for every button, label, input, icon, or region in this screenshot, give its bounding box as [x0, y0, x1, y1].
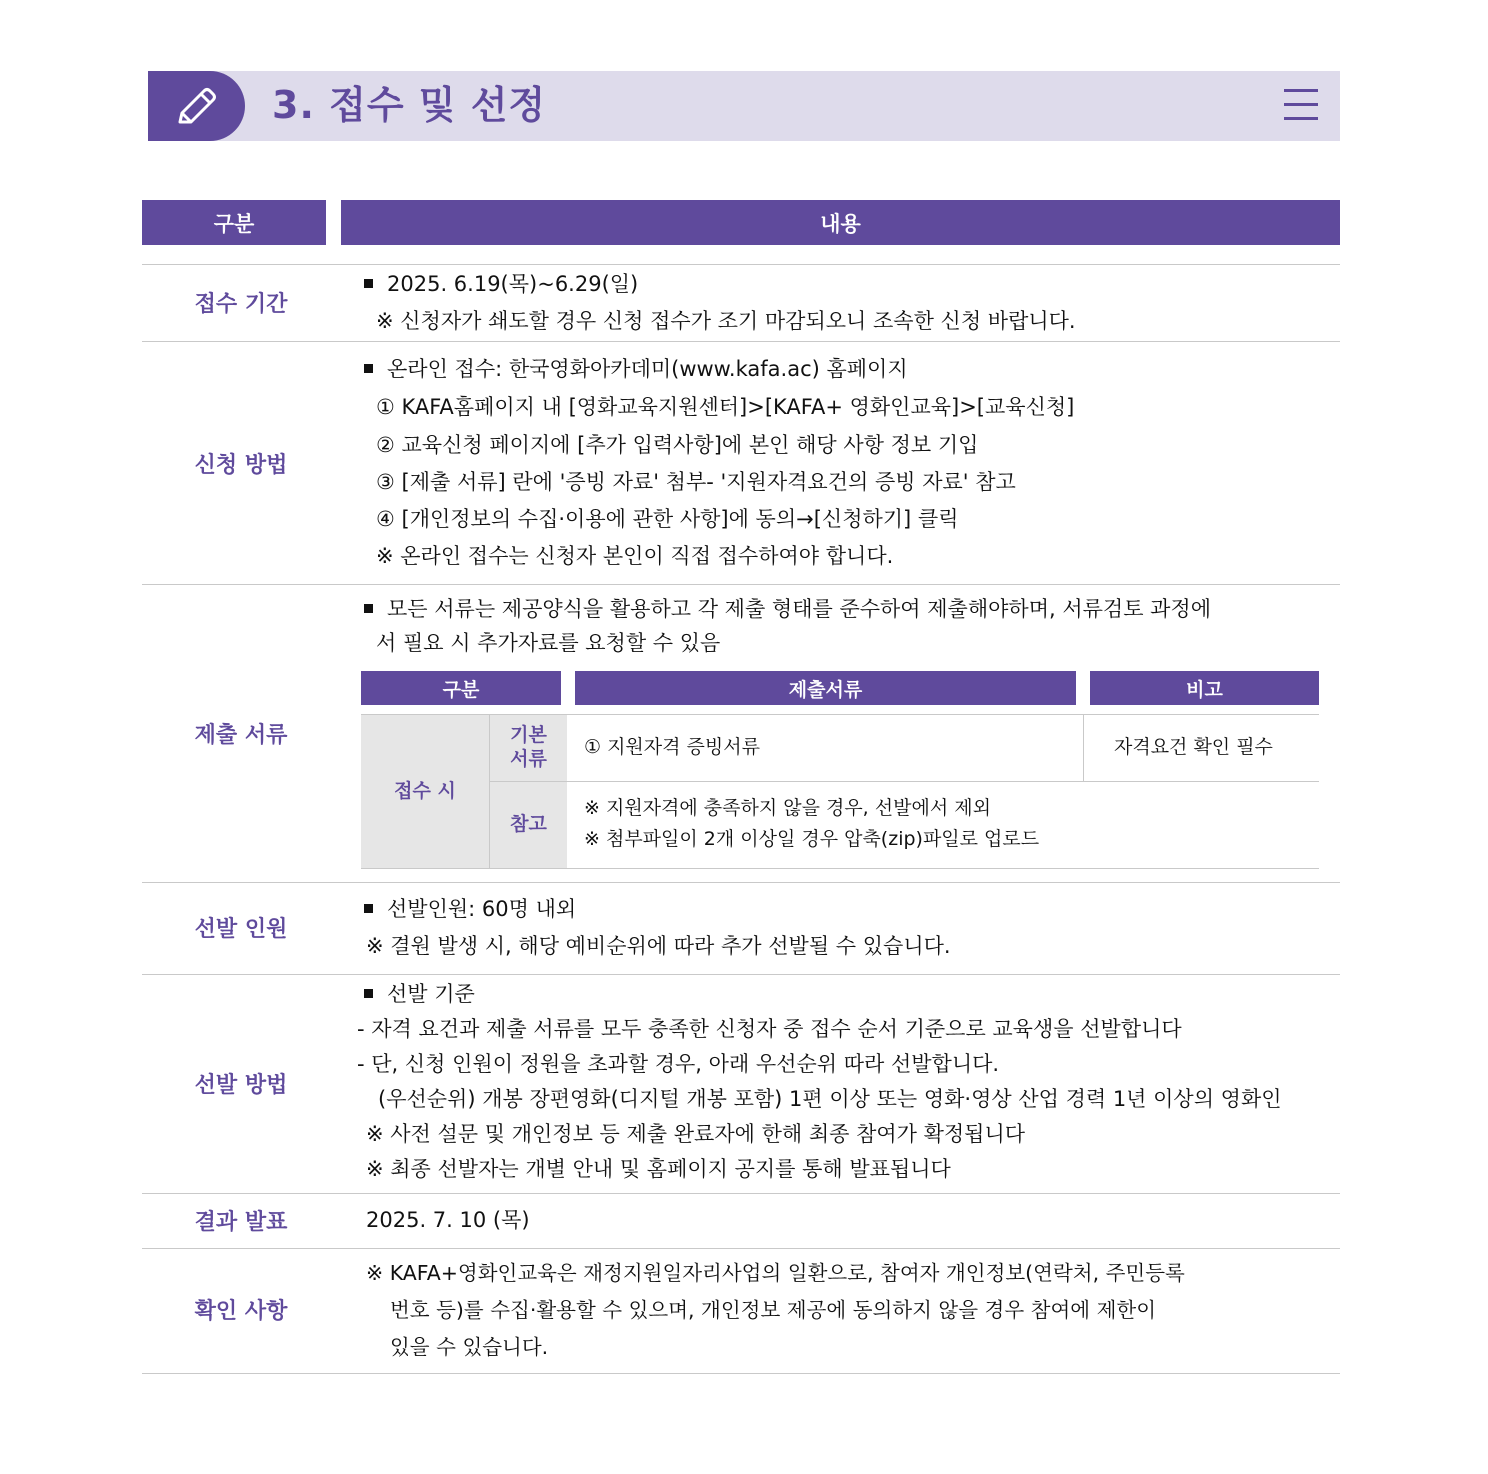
inner-ref-line-2: ※ 첨부파일이 2개 이상일 경우 압축(zip)파일로 업로드: [584, 828, 1040, 850]
selection-line-3: - 단, 신청 인원이 정원을 초과할 경우, 아래 우선순위 따라 선발합니다.: [357, 1052, 1000, 1076]
count-line-1: 선발인원: 60명 내외: [364, 895, 576, 923]
selection-line-1: 선발 기준: [364, 980, 475, 1008]
bullet-icon: [364, 279, 373, 288]
menu-icon[interactable]: [1284, 89, 1318, 123]
pencil-icon: [174, 86, 218, 126]
bullet-icon: [364, 989, 373, 998]
count-line-2: ※ 결원 발생 시, 해당 예비순위에 따라 추가 선발될 수 있습니다.: [366, 934, 951, 958]
row-label-selection: 선발 방법: [194, 1073, 288, 1098]
row-label-documents: 제출 서류: [194, 723, 288, 748]
inner-header-category: 구분: [361, 671, 561, 705]
section-title: 3. 접수 및 선정: [272, 83, 547, 127]
row-divider: [142, 584, 1340, 585]
inner-divider: [361, 868, 1319, 869]
bullet-icon: [364, 364, 373, 373]
method-line-3: ② 교육신청 페이지에 [추가 입력사항]에 본인 해당 사항 정보 기입: [376, 433, 979, 457]
row-label-period: 접수 기간: [194, 292, 288, 317]
period-line-1: 2025. 6.19(목)~6.29(일): [364, 270, 638, 298]
selection-line-4: (우선순위) 개봉 장편영화(디지털 개봉 포함) 1편 이상 또는 영화·영상 산업 경력 1년 이상의 영화인: [378, 1087, 1282, 1111]
confirm-line-1: ※ KAFA+영화인교육은 재정지원일자리사업의 일환으로, 참여자 개인정보(연락처, 주민등록: [366, 1261, 1185, 1285]
row-divider: [142, 341, 1340, 342]
section-icon-box: [148, 71, 245, 141]
row-divider: [142, 1193, 1340, 1194]
row-divider: [142, 882, 1340, 883]
bullet-icon: [364, 904, 373, 913]
inner-header-note: 비고: [1090, 671, 1319, 705]
row-divider: [142, 264, 1340, 265]
confirm-line-3: 있을 수 있습니다.: [390, 1335, 549, 1359]
row-label-method: 신청 방법: [194, 453, 288, 478]
period-line-2: ※ 신청자가 쇄도할 경우 신청 접수가 조기 마감되오니 조속한 신청 바랍니다.: [376, 309, 1076, 333]
method-line-4: ③ [제출 서류] 란에 '증빙 자료' 첨부- '지원자격요건의 증빙 자료' 참고: [376, 470, 1016, 494]
row-divider: [142, 974, 1340, 975]
method-line-5: ④ [개인정보의 수집·이용에 관한 사항]에 동의→[신청하기] 클릭: [376, 507, 959, 531]
selection-line-2: - 자격 요건과 제출 서류를 모두 충족한 신청자 중 접수 순서 기준으로 교육생을 선발합니다: [357, 1017, 1182, 1041]
method-line-6: ※ 온라인 접수는 신청자 본인이 직접 접수하여야 합니다.: [376, 544, 894, 568]
inner-divider: [1083, 715, 1084, 781]
table-header-category: 구분: [142, 200, 326, 245]
row-label-result: 결과 발표: [194, 1210, 288, 1235]
selection-line-5: ※ 사전 설문 및 개인정보 등 제출 완료자에 한해 최종 참여가 확정됩니다: [366, 1122, 1026, 1146]
table-header-content: 내용: [341, 200, 1340, 245]
inner-divider: [490, 781, 1319, 782]
inner-group-label: 접수 시: [394, 780, 456, 802]
selection-line-6: ※ 최종 선발자는 개별 안내 및 홈페이지 공지를 통해 발표됩니다: [366, 1157, 951, 1181]
row-label-count: 선발 인원: [194, 917, 288, 942]
confirm-line-2: 번호 등)를 수집·활용할 수 있으며, 개인정보 제공에 동의하지 않을 경우 참여에 제한이: [390, 1298, 1157, 1322]
inner-header-documents: 제출서류: [575, 671, 1076, 705]
documents-line-2: 서 필요 시 추가자료를 요청할 수 있음: [376, 631, 721, 655]
result-line-1: 2025. 7. 10 (목): [366, 1208, 530, 1232]
row-divider: [142, 1373, 1340, 1374]
method-line-1: 온라인 접수: 한국영화아카데미(www.kafa.ac) 홈페이지: [364, 355, 908, 383]
method-line-2: ① KAFA홈페이지 내 [영화교육지원센터]>[KAFA+ 영화인교육]>[교육신청]: [376, 395, 1075, 419]
inner-basic-label: 기본 서류: [510, 724, 547, 770]
row-divider: [142, 1248, 1340, 1249]
bullet-icon: [364, 604, 373, 613]
documents-line-1: 모든 서류는 제공양식을 활용하고 각 제출 형태를 준수하여 제출해야하며, 서류검토 과정에: [364, 595, 1211, 623]
section-header: [148, 71, 1340, 141]
inner-basic-note: 자격요건 확인 필수: [1114, 736, 1273, 758]
inner-basic-doc: ① 지원자격 증빙서류: [584, 736, 760, 758]
inner-ref-line-1: ※ 지원자격에 충족하지 않을 경우, 선발에서 제외: [584, 797, 991, 819]
row-label-confirm: 확인 사항: [194, 1299, 288, 1324]
inner-ref-label: 참고: [510, 813, 547, 835]
